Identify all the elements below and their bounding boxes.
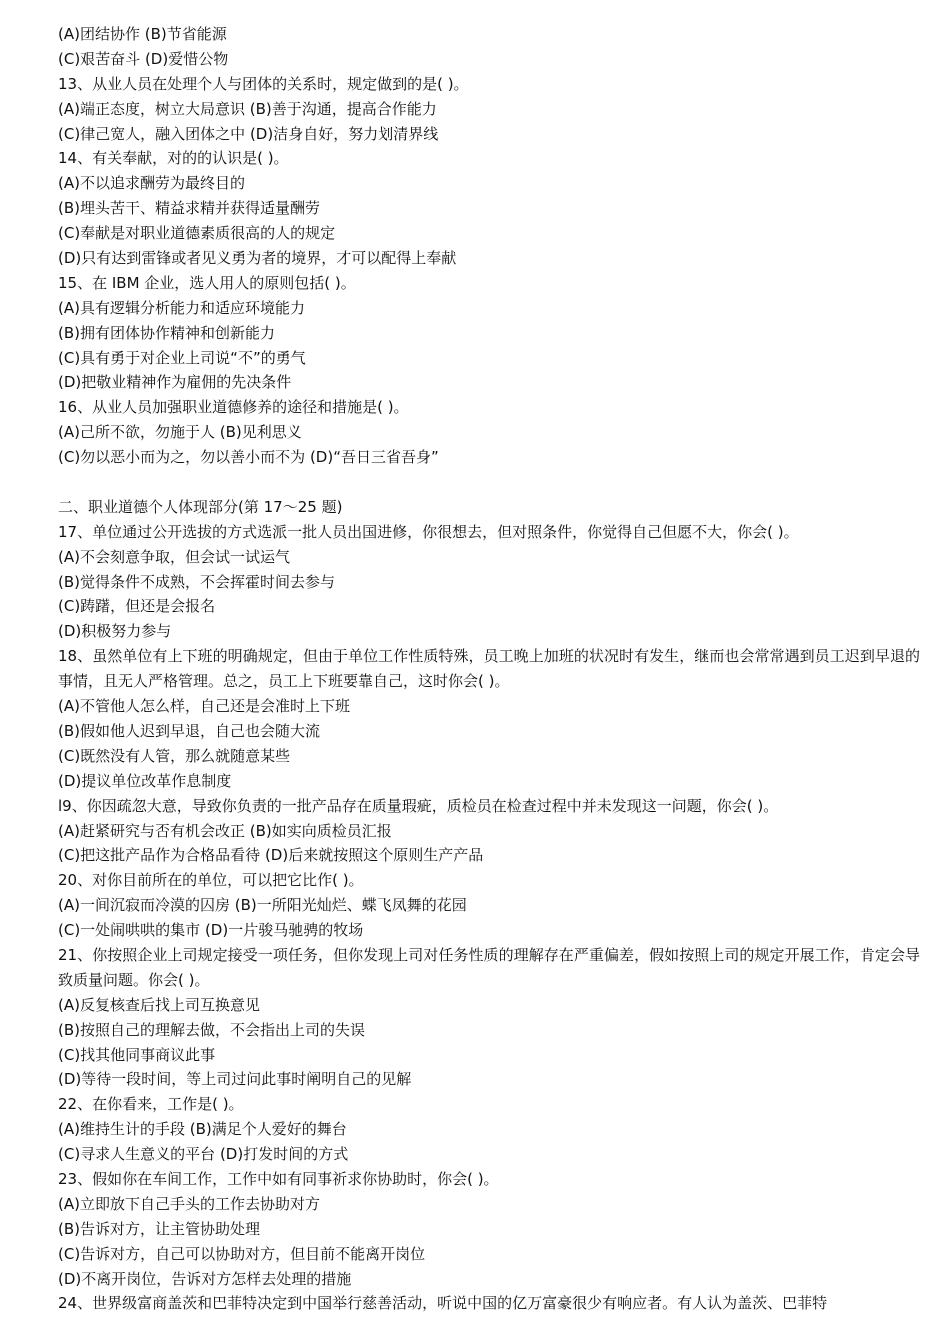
text-line: (C)踌躇，但还是会报名: [58, 597, 216, 616]
text-line: (C)既然没有人管，那么就随意某些: [58, 746, 291, 765]
text-line: 15、在 IBM 企业，选人用人的原则包括( )。: [58, 273, 356, 292]
document-body: [58, 22, 920, 1316]
text-line: (D)积极努力参与: [58, 622, 172, 641]
text-line: (B)埋头苦干、精益求精并获得适量酬劳: [58, 199, 320, 218]
text-line: (A)己所不欲，勿施于人 (B)见利思义: [58, 423, 302, 442]
text-line: (B)假如他人迟到早退，自己也会随大流: [58, 721, 320, 740]
text-line: (D)把敬业精神作为雇佣的先决条件: [58, 373, 292, 392]
blank-line: [58, 470, 920, 495]
text-line: (A)立即放下自己手头的工作去协助对方: [58, 1194, 320, 1213]
text-line: (A)赶紧研究与否有机会改正 (B)如实向质检员汇报: [58, 821, 392, 840]
text-line: l9、你因疏忽大意，导致你负责的一批产品存在质量瑕疵，质检员在检查过程中并未发现这一问题，你会( )。: [58, 796, 779, 815]
text-line: (C)告诉对方，自己可以协助对方，但目前不能离开岗位: [58, 1244, 426, 1263]
text-line: 17、单位通过公开选拔的方式选派一批人员出国进修，你很想去，但对照条件，你觉得自己但愿不大，你会( )。: [58, 522, 799, 541]
text-line: (C)一处闹哄哄的集市 (D)一片骏马驰骋的牧场: [58, 921, 364, 940]
text-line: (C)勿以恶小而为之，勿以善小而不为 (D)“吾日三省吾身”: [58, 448, 439, 467]
text-line: 13、从业人员在处理个人与团体的关系时，规定做到的是( )。: [58, 74, 469, 93]
text-line: 20、对你目前所在的单位，可以把它比作( )。: [58, 871, 364, 890]
text-line: (A)维持生计的手段 (B)满足个人爱好的舞台: [58, 1120, 347, 1139]
text-line: (D)等待一段时间，等上司过问此事时阐明自己的见解: [58, 1070, 412, 1089]
text-line: (D)提议单位改革作息制度: [58, 771, 232, 790]
text-line: (A)具有逻辑分析能力和适应环境能力: [58, 298, 305, 317]
text-line: 24、世界级富商盖茨和巴菲特决定到中国举行慈善活动，听说中国的亿万富豪很少有响应者。有人认为盖茨、巴菲特: [58, 1294, 828, 1313]
text-line: 18、虽然单位有上下班的明确规定，但由于单位工作性质特殊，员工晚上加班的状况时有发生，继而也会常常遇到员工迟到早退的事情，且无人严格管理。总之，员工上下班要靠自己，这时你会( )。: [58, 647, 920, 691]
text-line: 14、有关奉献，对的的认识是( )。: [58, 149, 289, 168]
text-line: (A)一间沉寂而冷漠的囚房 (B)一所阳光灿烂、蝶飞凤舞的花园: [58, 896, 467, 915]
text-line: (C)找其他同事商议此事: [58, 1045, 216, 1064]
text-line: (B)告诉对方，让主管协助处理: [58, 1219, 260, 1238]
text-line: (A)不管他人怎么样，自己还是会准时上下班: [58, 697, 350, 716]
text-line: (B)觉得条件不成熟，不会挥霍时间去参与: [58, 572, 335, 591]
text-line: 二、职业道德个人体现部分(第 17～25 题): [58, 497, 343, 516]
text-line: (C)把这批产品作为合格品看待 (D)后来就按照这个原则生产产品: [58, 846, 484, 865]
text-line: (D)不离开岗位，告诉对方怎样去处理的措施: [58, 1269, 352, 1288]
text-line: (C)艰苦奋斗 (D)爱惜公物: [58, 49, 229, 68]
text-line: (C)具有勇于对企业上司说“不”的勇气: [58, 348, 306, 367]
text-line: (B)按照自己的理解去做，不会指出上司的失误: [58, 1020, 365, 1039]
text-line: 21、你按照企业上司规定接受一项任务，但你发现上司对任务性质的理解存在严重偏差，假如按照上司的规定开展工作，肯定会导致质量问题。你会( )。: [58, 945, 920, 989]
text-line: (A)不以追求酬劳为最终目的: [58, 174, 245, 193]
text-line: (A)反复核查后找上司互换意见: [58, 995, 260, 1014]
text-line: (B)拥有团体协作精神和创新能力: [58, 323, 275, 342]
text-line: (D)只有达到雷锋或者见义勇为者的境界，才可以配得上奉献: [58, 249, 457, 268]
text-line: 23、假如你在车间工作，工作中如有同事祈求你协助时，你会( )。: [58, 1170, 499, 1189]
text-line: (A)端正态度，树立大局意识 (B)善于沟通，提高合作能力: [58, 99, 437, 118]
text-line: (C)律己宽人，融入团体之中 (D)洁身自好，努力划清界线: [58, 124, 439, 143]
text-line: (A)不会刻意争取，但会试一试运气: [58, 547, 290, 566]
text-line: (A)团结协作 (B)节省能源: [58, 25, 227, 43]
text-line: 22、在你看来，工作是( )。: [58, 1095, 244, 1114]
text-line: (C)奉献是对职业道德素质很高的人的规定: [58, 224, 336, 243]
text-line: 16、从业人员加强职业道德修养的途径和措施是( )。: [58, 398, 409, 417]
text-line: (C)寻求人生意义的平台 (D)打发时间的方式: [58, 1145, 349, 1164]
